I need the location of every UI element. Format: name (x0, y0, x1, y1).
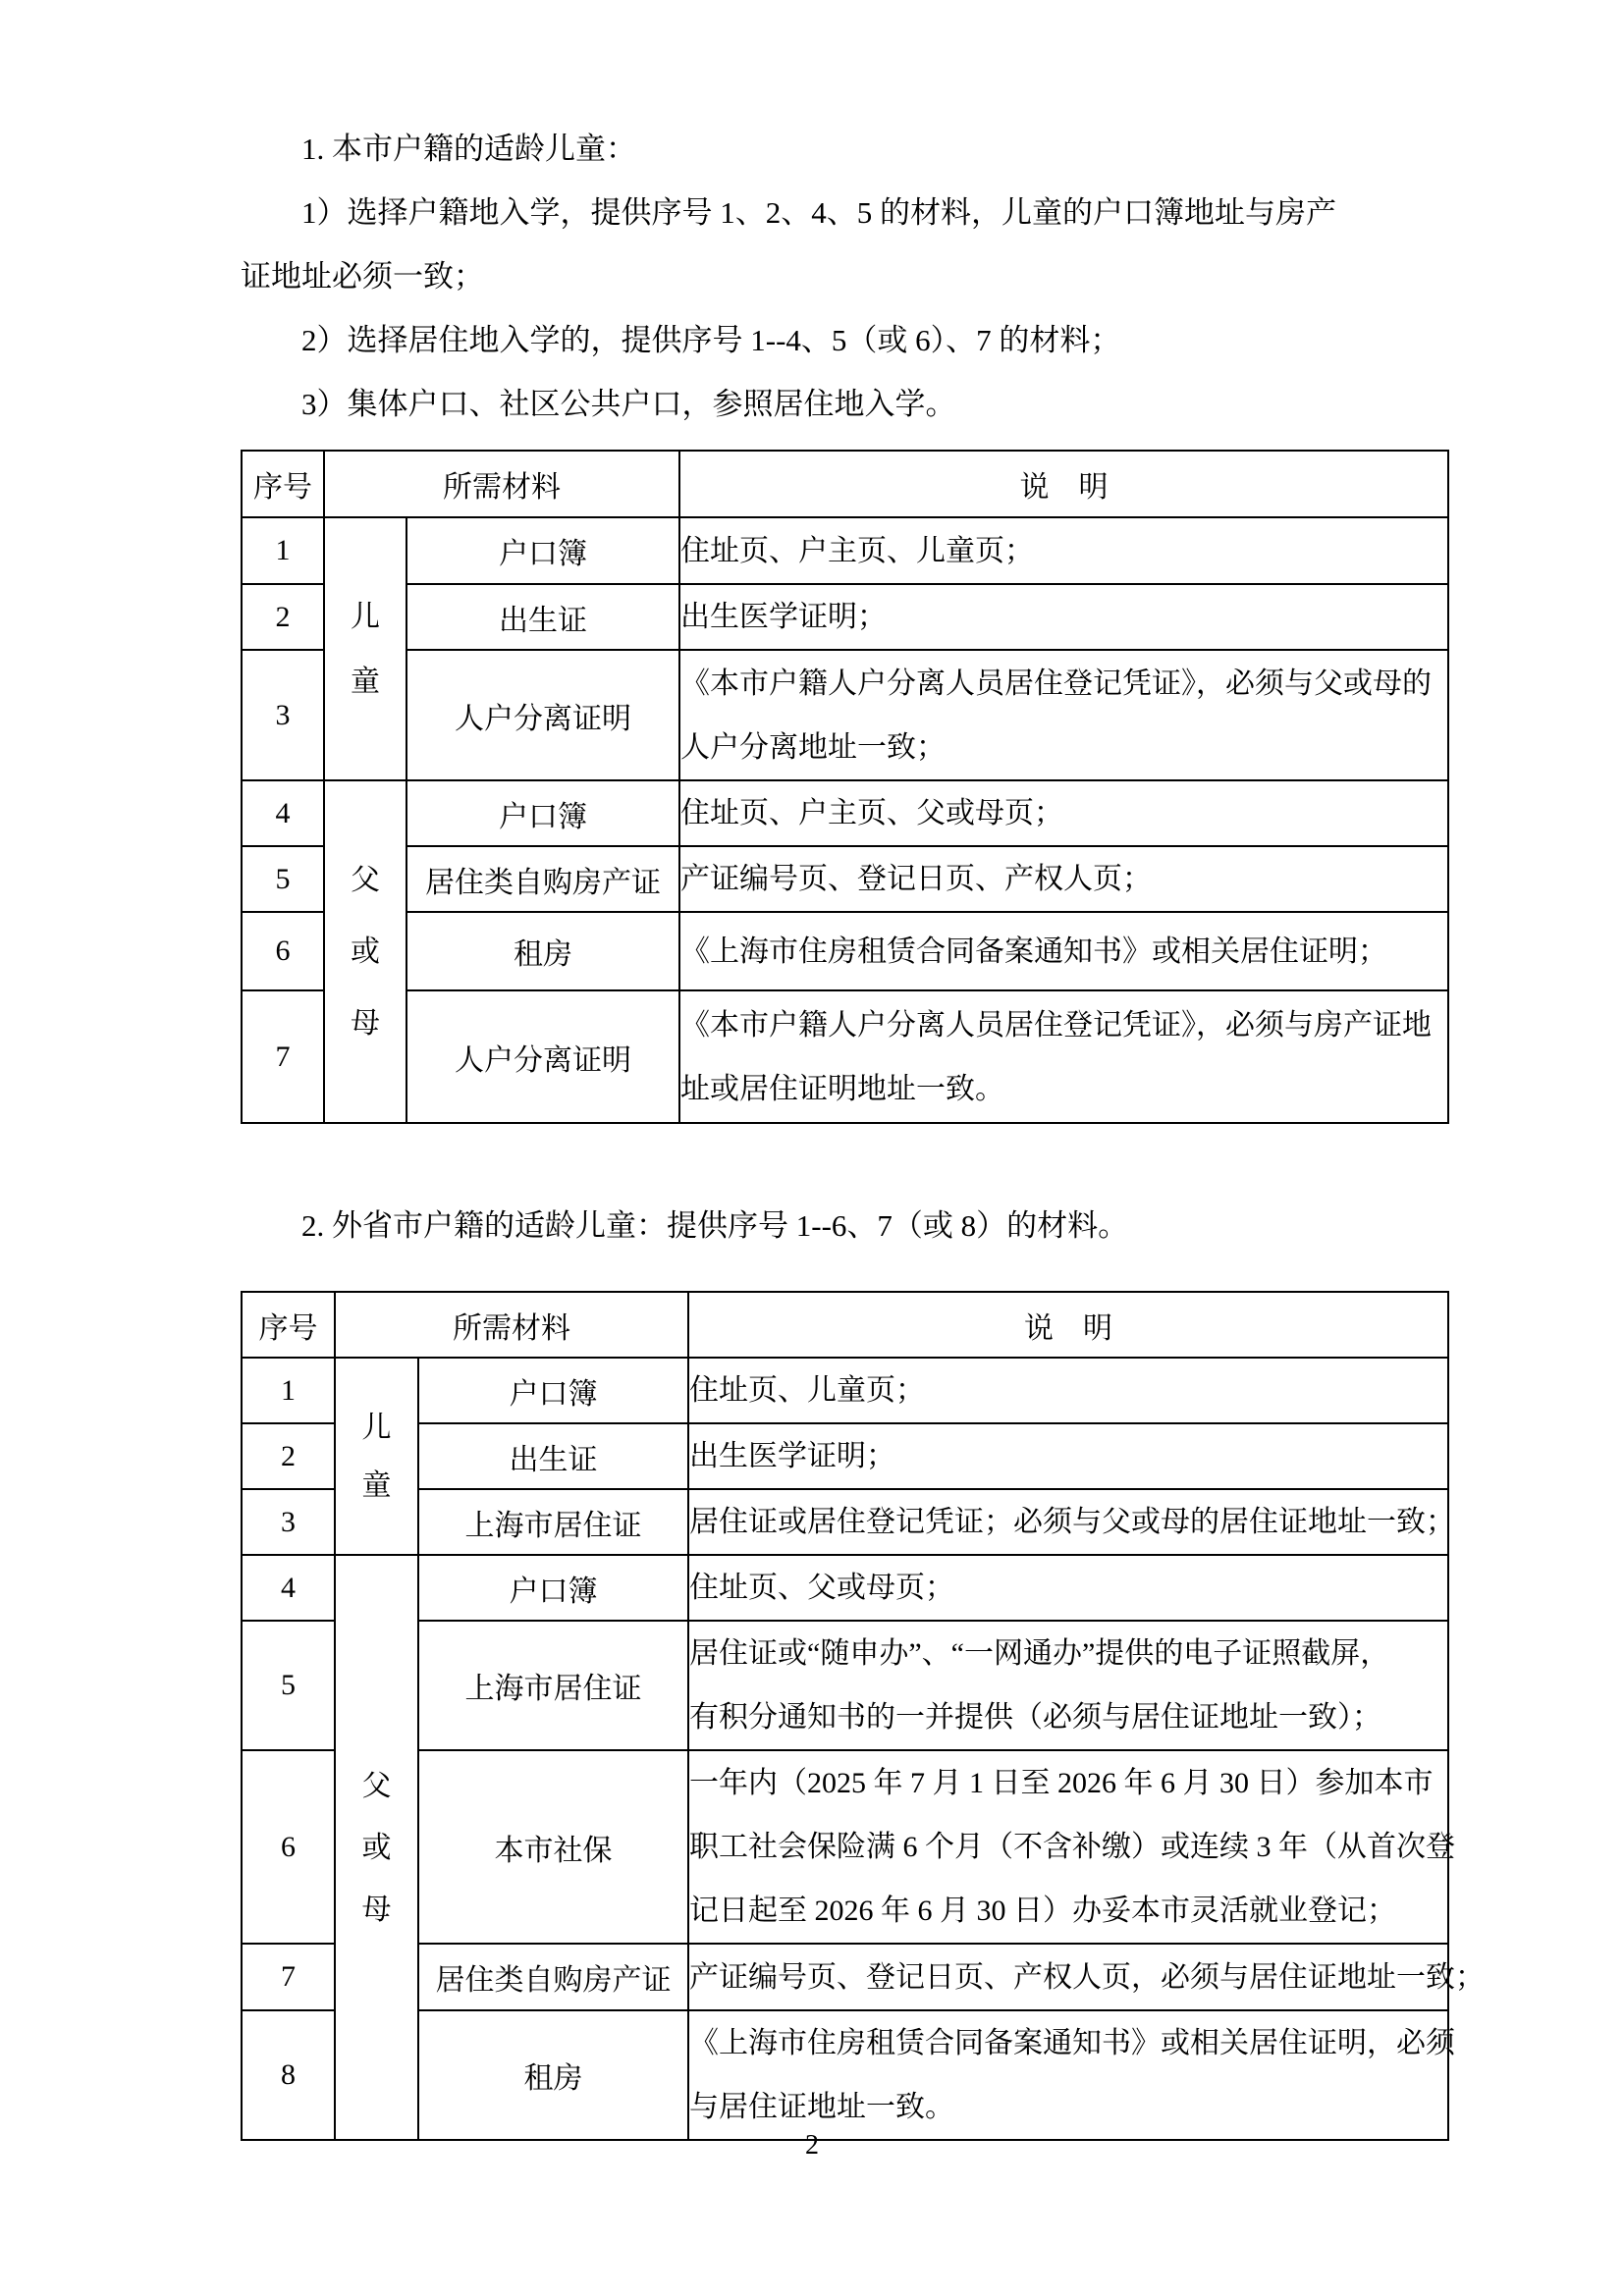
serial-cell: 8 (242, 2010, 335, 2140)
serial-cell: 6 (242, 912, 324, 990)
serial-column-header: 序号 (242, 451, 324, 517)
description-cell (679, 846, 1448, 912)
serial-cell: 7 (242, 990, 324, 1123)
applicant-group-cell (324, 780, 406, 1123)
serial-cell: 5 (242, 846, 324, 912)
material-cell: 上海市居住证 (418, 1621, 688, 1750)
table-header-row (242, 1292, 1448, 1358)
description-line: 《上海市住房租赁合同备案通知书》或相关居住证明； (680, 934, 1387, 968)
serial-column-header: 序号 (242, 1292, 335, 1358)
table-header-row (242, 451, 1448, 517)
material-cell: 本市社保 (418, 1750, 688, 1944)
local-registration-materials-table (241, 450, 1449, 1124)
group-label-char: 儿 (351, 600, 380, 633)
description-cell (679, 650, 1448, 780)
nonlocal-registration-materials-table (241, 1291, 1485, 2141)
group-label-char: 父 (351, 864, 380, 896)
group-label-char: 童 (361, 1468, 392, 1502)
serial-cell: 3 (242, 1489, 335, 1555)
table-row (242, 650, 1448, 780)
table-row (242, 912, 1448, 990)
material-column-header: 所需材料 (335, 1292, 688, 1358)
description-line: 有积分通知书的一并提供（必须与居住证地址一致）； (689, 1701, 1381, 1734)
material-cell: 出生证 (406, 584, 679, 650)
description-line: 住址页、户主页、父或母页； (680, 797, 1063, 829)
description-cell (688, 1423, 1448, 1489)
group-label-char: 母 (361, 1893, 392, 1926)
material-cell: 租房 (406, 912, 679, 990)
description-column-header: 说 明 (688, 1292, 1448, 1358)
intro-line: 1）选择户籍地入学，提供序号 1、2、4、5 的材料，儿童的户口簿地址与房产 (301, 195, 1336, 230)
description-cell (688, 1944, 1485, 2010)
material-cell: 出生证 (418, 1423, 688, 1489)
intro-line: 1. 本市户籍的适龄儿童： (301, 132, 636, 166)
material-cell: 居住类自购房产证 (406, 846, 679, 912)
group-label-char: 儿 (361, 1411, 392, 1444)
description-cell (679, 584, 1448, 650)
description-line: 《本市户籍人户分离人员居住登记凭证》，必须与房产证地 (680, 1008, 1432, 1041)
table-row (242, 846, 1448, 912)
description-cell (688, 1358, 1448, 1423)
serial-cell: 4 (242, 780, 324, 846)
intro-section (241, 0, 1447, 436)
group-label-char: 母 (351, 1007, 380, 1040)
table-row (242, 780, 1448, 846)
description-line: 住址页、父或母页； (689, 1572, 954, 1604)
description-line: 《本市户籍人户分离人员居住登记凭证》，必须与父或母的 (680, 667, 1432, 700)
description-line: 记日起至 2026 年 6 月 30 日）办妥本市灵活就业登记； (689, 1895, 1396, 1927)
table-row (242, 1750, 1448, 1944)
table-row (242, 1621, 1448, 1750)
group-label-char: 或 (351, 935, 380, 968)
material-cell: 户口簿 (418, 1358, 688, 1423)
description-cell (679, 780, 1448, 846)
material-cell: 居住类自购房产证 (418, 1944, 688, 2010)
description-line: 产证编号页、登记日页、产权人页； (680, 863, 1152, 895)
material-cell: 租房 (418, 2010, 688, 2140)
description-cell (688, 1621, 1448, 1750)
description-line: 职工社会保险满 6 个月（不含补缴）或连续 3 年（从首次登 (689, 1831, 1455, 1863)
serial-cell: 6 (242, 1750, 335, 1944)
description-line: 《上海市住房租赁合同备案通知书》或相关居住证明，必须 (689, 2027, 1455, 2059)
description-line: 与居住证地址一致。 (689, 2091, 954, 2123)
table-row (242, 1423, 1448, 1489)
material-cell: 户口簿 (406, 780, 679, 846)
material-cell: 人户分离证明 (406, 990, 679, 1123)
material-cell: 上海市居住证 (418, 1489, 688, 1555)
page-number: 2 (805, 2130, 819, 2161)
section-2-heading: 2. 外省市户籍的适龄儿童：提供序号 1--6、7（或 8）的材料。 (301, 1208, 1129, 1243)
applicant-group-cell (335, 1358, 418, 1555)
group-label-char: 父 (361, 1769, 392, 1802)
table-row (242, 1358, 1448, 1423)
intro-line: 3）集体户口、社区公共户口，参照居住地入学。 (301, 387, 956, 421)
description-line: 人户分离地址一致； (680, 730, 946, 764)
description-line: 一年内（2025 年 7 月 1 日至 2026 年 6 月 30 日）参加本市 (689, 1767, 1434, 1799)
applicant-group-cell (335, 1555, 418, 2140)
table-row (242, 1555, 1448, 1621)
description-line: 出生医学证明； (680, 601, 887, 633)
description-line: 住址页、户主页、儿童页； (680, 534, 1034, 567)
serial-cell: 3 (242, 650, 324, 780)
serial-cell: 5 (242, 1621, 335, 1750)
applicant-group-cell (324, 517, 406, 780)
material-cell: 人户分离证明 (406, 650, 679, 780)
description-line: 址或居住证明地址一致。 (680, 1072, 1004, 1105)
serial-cell: 1 (242, 517, 324, 584)
material-cell: 户口簿 (418, 1555, 688, 1621)
description-cell (688, 1489, 1455, 1555)
group-label-char: 童 (351, 665, 380, 698)
description-cell (679, 912, 1448, 990)
intro-line: 证地址必须一致； (241, 259, 484, 294)
table-row (242, 517, 1448, 584)
description-cell (679, 990, 1448, 1123)
description-line: 住址页、儿童页； (689, 1374, 925, 1407)
table-row (242, 1944, 1448, 2010)
serial-cell: 4 (242, 1555, 335, 1621)
description-cell (688, 2010, 1455, 2140)
description-line: 居住证或居住登记凭证；必须与父或母的居住证地址一致； (689, 1506, 1455, 1538)
table-row (242, 990, 1448, 1123)
description-cell (679, 517, 1448, 584)
description-cell (688, 1555, 1448, 1621)
description-column-header: 说 明 (679, 451, 1448, 517)
description-line: 出生医学证明； (689, 1440, 895, 1472)
material-cell: 户口簿 (406, 517, 679, 584)
document-content (241, 0, 1485, 2141)
serial-cell: 1 (242, 1358, 335, 1423)
description-line: 产证编号页、登记日页、产权人页，必须与居住证地址一致； (689, 1960, 1485, 1994)
table-row (242, 1489, 1448, 1555)
serial-cell: 7 (242, 1944, 335, 2010)
table-row (242, 584, 1448, 650)
group-label-char: 或 (361, 1831, 392, 1864)
material-column-header: 所需材料 (324, 451, 679, 517)
intro-line: 2）选择居住地入学的，提供序号 1--4、5（或 6）、7 的材料； (301, 323, 1121, 357)
serial-cell: 2 (242, 584, 324, 650)
table-row (242, 2010, 1448, 2140)
serial-cell: 2 (242, 1423, 335, 1489)
description-cell (688, 1750, 1455, 1944)
description-line: 居住证或“随申办”、“一网通办”提供的电子证照截屏， (689, 1637, 1390, 1670)
